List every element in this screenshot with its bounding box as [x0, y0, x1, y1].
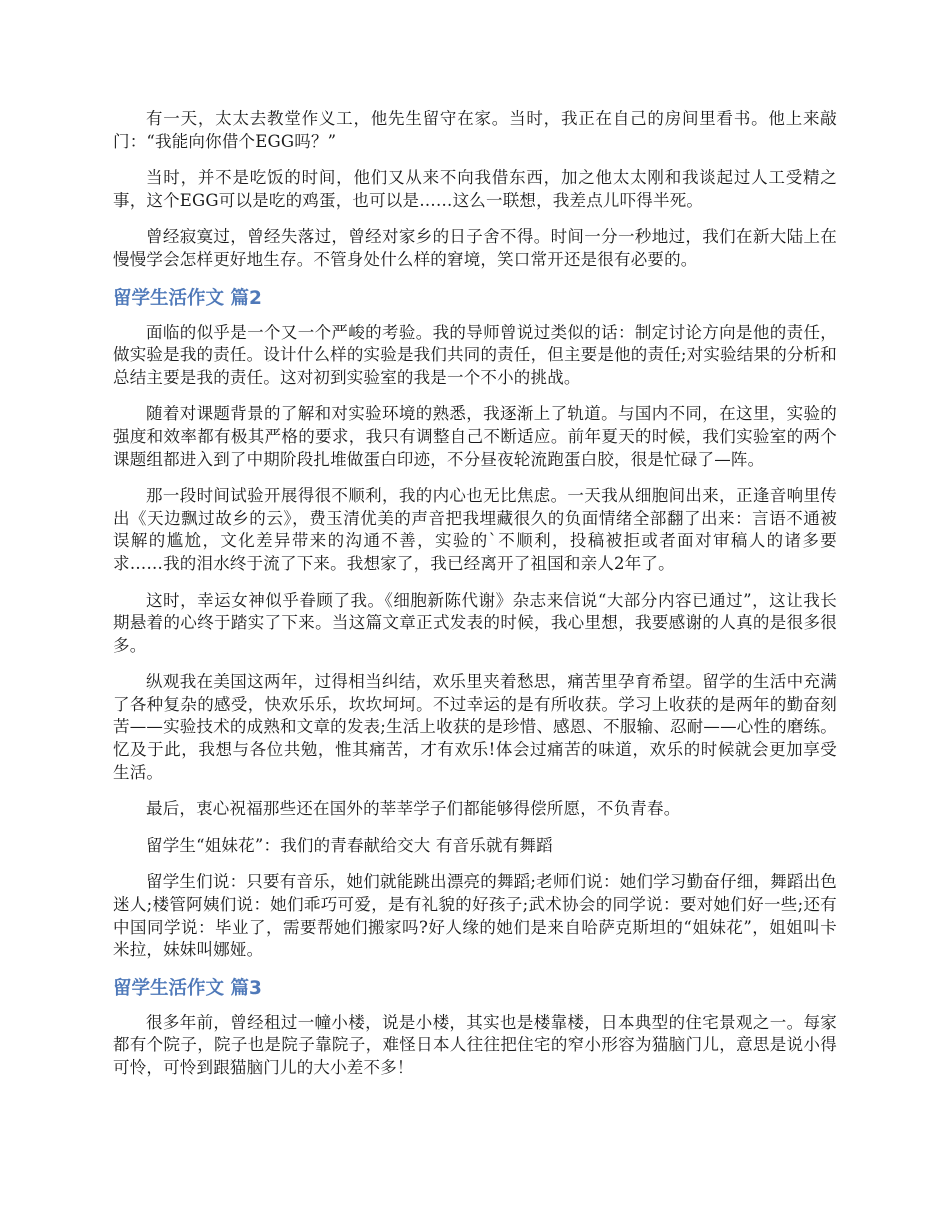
paragraph: 很多年前，曾经租过一幢小楼，说是小楼，其实也是楼靠楼，日本典型的住宅景观之一。每家都有个院子，院子也是院子靠院子，难怪日本人往往把住宅的窄小形容为猫脑门儿，意思是说小得可怜，可怜到跟猫脑门儿的大小差不多！ [113, 1012, 837, 1077]
paragraph: 有一天，太太去教堂作义工，他先生留守在家。当时，我正在自己的房间里看书。他上来敲门：“我能向你借个EGG吗？” [113, 109, 837, 151]
paragraph: 那一段时间试验开展得很不顺利，我的内心也无比焦虑。一天我从细胞间出来，正逢音响里传出《天边飘过故乡的云》，费玉清优美的声音把我埋藏很久的负面情绪全部翻了出来：言语不通被误解的尴尬，文化差异带来的沟通不善，实验的`不顺利，投稿被拒或者面对审稿人的诸多要求……我的泪水终于流了下来。我想家了，我已经离开了祖国和亲人2年了。 [113, 486, 837, 573]
paragraph: 留学生“姐妹花”：我们的青春献给交大 有音乐就有舞蹈 [146, 835, 553, 855]
paragraph: 随着对课题背景的了解和对实验环境的熟悉，我逐渐上了轨道。与国内不同，在这里，实验的强度和效率都有极其严格的要求，我只有调整自己不断适应。前年夏天的时候，我们实验室的两个课题组都进入到了中期阶段扎堆做蛋白印迹，不分昼夜轮流跑蛋白胶，很是忙碌了—阵。 [113, 404, 837, 469]
paragraph: 曾经寂寞过，曾经失落过，曾经对家乡的日子舍不得。时间一分一秒地过，我们在新大陆上在慢慢学会怎样更好地生存。不管身处什么样的窘境，笑口常开还是很有必要的。 [113, 227, 837, 269]
document-page [113, 108, 837, 1094]
section-1 [113, 108, 837, 272]
section-heading: 留学生活作文 篇3 [113, 977, 262, 999]
paragraph: 当时，并不是吃饭的时间，他们又从来不向我借东西，加之他太太刚和我谈起过人工受精之事，这个EGG可以是吃的鸡蛋，也可以是……这么一联想，我差点儿吓得半死。 [113, 168, 837, 210]
paragraph: 最后，衷心祝福那些还在国外的莘莘学子们都能够得偿所愿，不负青春。 [146, 799, 681, 819]
paragraph: 纵观我在美国这两年，过得相当纠结，欢乐里夹着愁思，痛苦里孕育希望。留学的生活中充满了各种复杂的感受，快欢乐乐，坎坎坷坷。不过幸运的是有所收获。学习上收获的是两年的勤奋刻苦——实验技术的成熟和文章的发表;生活上收获的是珍惜、感恩、不服输、忍耐——心性的磨练。忆及于此，我想与各位共勉，惟其痛苦，才有欢乐!体会过痛苦的味道，欢乐的时候就会更加享受生活。 [113, 672, 837, 782]
section-2 [113, 286, 837, 962]
paragraph: 面临的似乎是一个又一个严峻的考验。我的导师曾说过类似的话：制定讨论方向是他的责任，做实验是我的责任。设计什么样的实验是我们共同的责任，但主要是他的责任;对实验结果的分析和总结主要是我的责任。这对初到实验室的我是一个不小的挑战。 [113, 322, 837, 387]
section-3 [113, 976, 837, 1080]
section-heading: 留学生活作文 篇2 [113, 287, 262, 309]
paragraph: 这时，幸运女神似乎眷顾了我。《细胞新陈代谢》杂志来信说“大部分内容已通过”，这让我长期悬着的心终于踏实了下来。当这篇文章正式发表的时候，我心里想，我要感谢的人真的是很多很多。 [113, 590, 837, 655]
paragraph: 留学生们说：只要有音乐，她们就能跳出漂亮的舞蹈;老师们说：她们学习勤奋仔细，舞蹈出色迷人;楼管阿姨们说：她们乖巧可爱，是有礼貌的好孩子;武术协会的同学说：要对她们好一些;还有中国同学说：毕业了，需要帮她们搬家吗?好人缘的她们是来自哈萨克斯坦的“姐妹花”，姐姐叫卡米拉，妹妹叫娜娅。 [113, 872, 837, 960]
